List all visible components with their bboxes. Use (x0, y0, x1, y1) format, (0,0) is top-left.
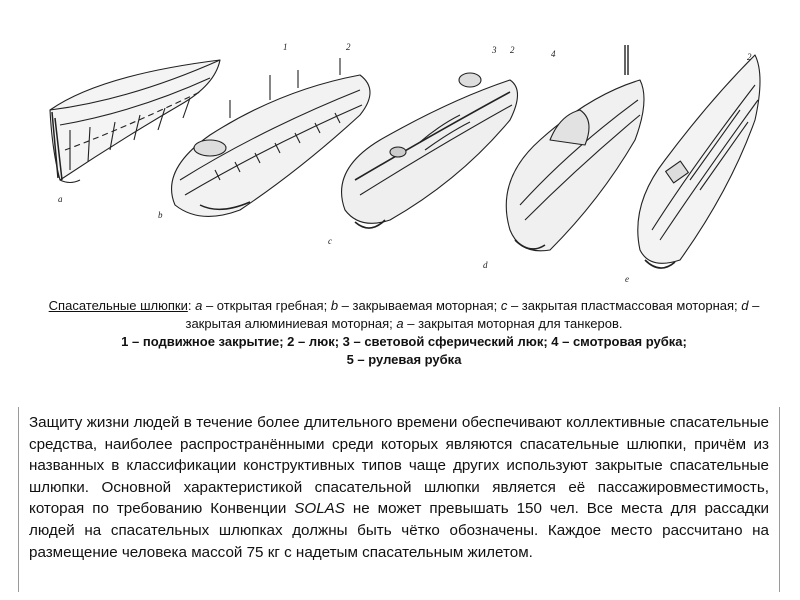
legend-line: 1 – подвижное закрытие; 2 – люк; 3 – световой сферический люк; 4 – смотровая рубка; (121, 334, 687, 349)
boat-label-e: e (625, 274, 629, 284)
caption-item-c: – закрытая пластмассовая моторная; (507, 298, 742, 313)
caption-item-b: – закрываемая моторная; (338, 298, 501, 313)
solas-term: SOLAS (294, 500, 345, 518)
lifeboats-drawing (40, 30, 770, 295)
boat-label-a: a (58, 194, 63, 204)
caption-description (44, 297, 764, 332)
body-text-part: не может превышать 150 чел. Все места для рассадки людей на спасательных шлюпках должны быть чётко обозначены. Каждое место рассчитано на размещение человека массой 75 кг с надетым спасательным жилетом. (29, 500, 769, 561)
caption-key-a: а (195, 298, 203, 313)
part-number: 3 (492, 45, 497, 55)
caption-title: Спасательные шлюпки (48, 298, 188, 313)
part-number: 2 (510, 45, 515, 55)
part-number: 2 (346, 42, 351, 52)
part-number: 4 (551, 49, 556, 59)
legend-line: 5 – рулевая рубка (346, 351, 462, 367)
boat-label-c: c (328, 236, 332, 246)
caption-key-c: с (500, 298, 508, 313)
body-text-part: Защиту жизни людей в течение более длительного времени обеспечивают коллективные спасательные средства, наиболее распространёнными среди которых являются спасательные шлюпки, причём из названных в классификации конструктивных типов чаще других используют закрытые спасательные шлюпки. Основной характеристикой спасательной шлюпки является её пассажировместимость, которая по требованию Конвенции (29, 414, 769, 518)
caption-key-b: b (330, 298, 339, 313)
boat-e-drawing (638, 55, 760, 268)
caption-key-e: а (396, 315, 404, 331)
part-number: 2 (747, 52, 752, 62)
caption-item-e: – закрытая моторная для танкеров. (403, 315, 623, 331)
caption-item-a: – открытая гребная; (202, 298, 331, 313)
caption-separator: : (187, 298, 196, 313)
lifeboats-illustration (40, 30, 770, 295)
caption-legend (44, 333, 764, 368)
boat-label-b: b (158, 210, 163, 220)
part-number: 1 (283, 42, 288, 52)
caption-item-d: – закрытая алюминиевая моторная; (185, 298, 760, 331)
figure-caption (44, 297, 764, 368)
boat-label-d: d (483, 260, 488, 270)
body-paragraph (18, 407, 780, 592)
boat-d-drawing (506, 45, 644, 251)
caption-key-d: d (741, 298, 749, 313)
